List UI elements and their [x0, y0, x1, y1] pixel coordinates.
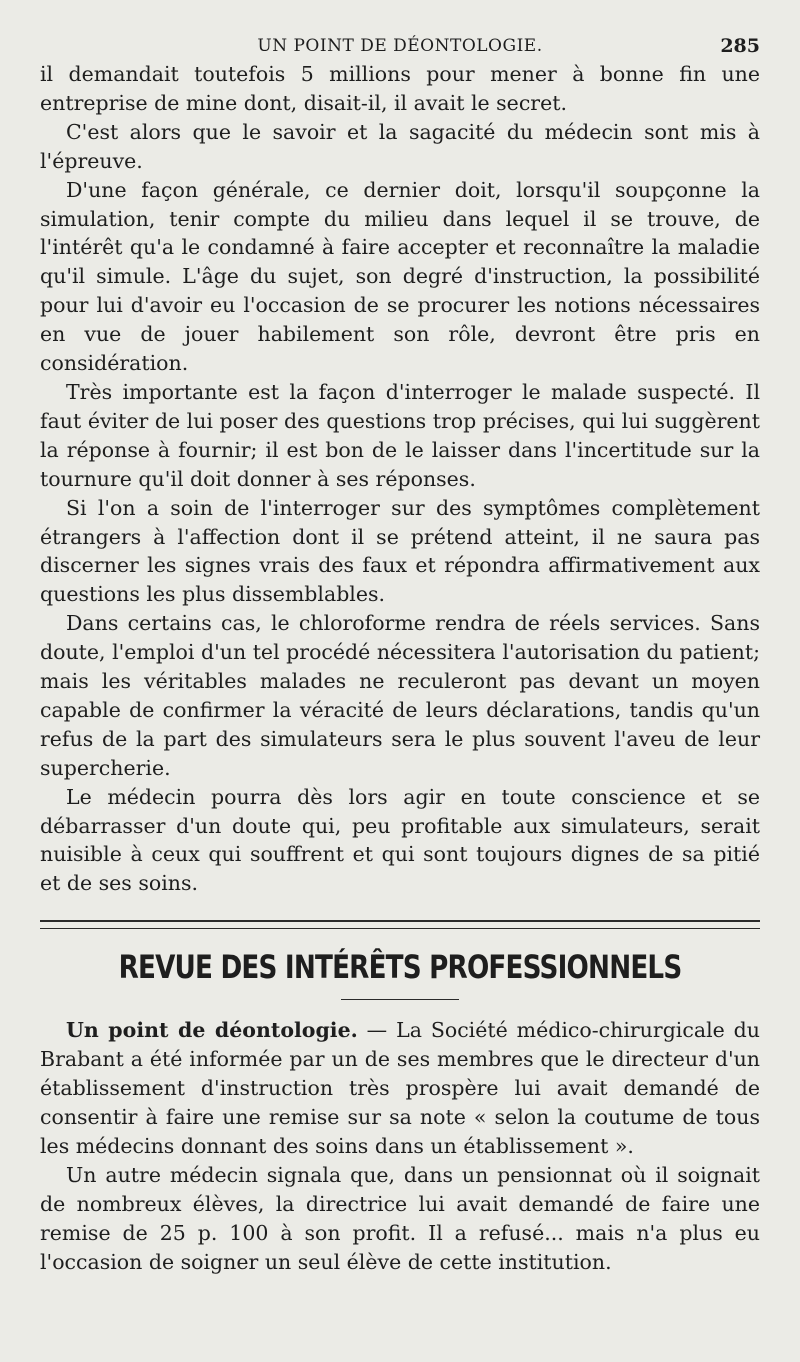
- running-head: [40, 32, 760, 60]
- book-page: [40, 32, 760, 1342]
- paragraph: Dans certains cas, le chloroforme rendra de réels services. Sans doute, l'emploi d'un tel procédé nécessitera l'autorisation du patient; mais les véritables malades ne reculeront pas devant un moyen capable de confirmer la véracité de leurs déclarations, tandis qu'un refus de la part des simulateurs sera le plus souvent l'aveu de leur supercherie.: [40, 611, 760, 780]
- paragraph: Le médecin pourra dès lors agir en toute conscience et se débarrasser d'un doute qui, peu profitable aux simulateurs, serait nuisible à ceux qui souffrent et qui sont toujours dignes de sa pitié et de ses soins.: [40, 784, 760, 896]
- short-rule-divider: [341, 999, 459, 1000]
- lead-paragraph: [40, 1016, 760, 1161]
- article-continuation: [40, 60, 760, 898]
- section-body: [40, 1016, 760, 1276]
- page-number: 285: [720, 35, 760, 57]
- lead-text: — La Société médico-chirurgicale du Brabant a été informée par un de ses membres que le directeur d'un établissement d'instruction très prospère lui avait demandé de consentir à faire une remise sur sa note « selon la coutume de tous les médecins donnant des soins dans un établissement ».: [40, 1018, 760, 1158]
- paragraph: Un autre médecin signala que, dans un pensionnat où il soignait de nombreux élèves, la directrice lui avait demandé de faire une remise de 25 p. 100 à son profit. Il a refusé... mais n'a plus eu l'occasion de soigner un seul élève de cette institution.: [40, 1162, 760, 1274]
- lead-title: Un point de déontologie.: [66, 1018, 358, 1043]
- running-title: UN POINT DE DÉONTOLOGIE.: [257, 36, 543, 56]
- double-rule-divider: [40, 920, 760, 929]
- paragraph: D'une façon générale, ce dernier doit, lorsqu'il soupçonne la simulation, tenir compte du milieu dans lequel il se trouve, de l'intérêt qu'a le condamné à faire accepter et reconnaître la maladie qu'il simule. L'âge du sujet, son degré d'instruction, la possibilité pour lui d'avoir eu l'occasion de se procurer les notions nécessaires en vue de jouer habilement son rôle, devront être pris en considération.: [40, 177, 760, 376]
- paragraph: Très importante est la façon d'interroger le malade suspecté. Il faut éviter de lui poser des questions trop précises, qui lui suggèrent la réponse à fournir; il est bon de le laisser dans l'incertitude sur la tournure qu'il doit donner à ses réponses.: [40, 379, 760, 491]
- section-title: REVUE DES INTÉRÊTS PROFESSIONNELS: [118, 948, 682, 987]
- paragraph: C'est alors que le savoir et la sagacité du médecin sont mis à l'épreuve.: [40, 119, 760, 173]
- paragraph: Si l'on a soin de l'interroger sur des symptômes complètement étrangers à l'affection dont il se prétend atteint, il ne saura pas discerner les signes vrais des faux et répondra affirmativement aux questions les plus dissemblables.: [40, 495, 760, 607]
- paragraph-continued: il demandait toutefois 5 millions pour mener à bonne fin une entreprise de mine dont, disait-il, il avait le secret.: [40, 62, 760, 115]
